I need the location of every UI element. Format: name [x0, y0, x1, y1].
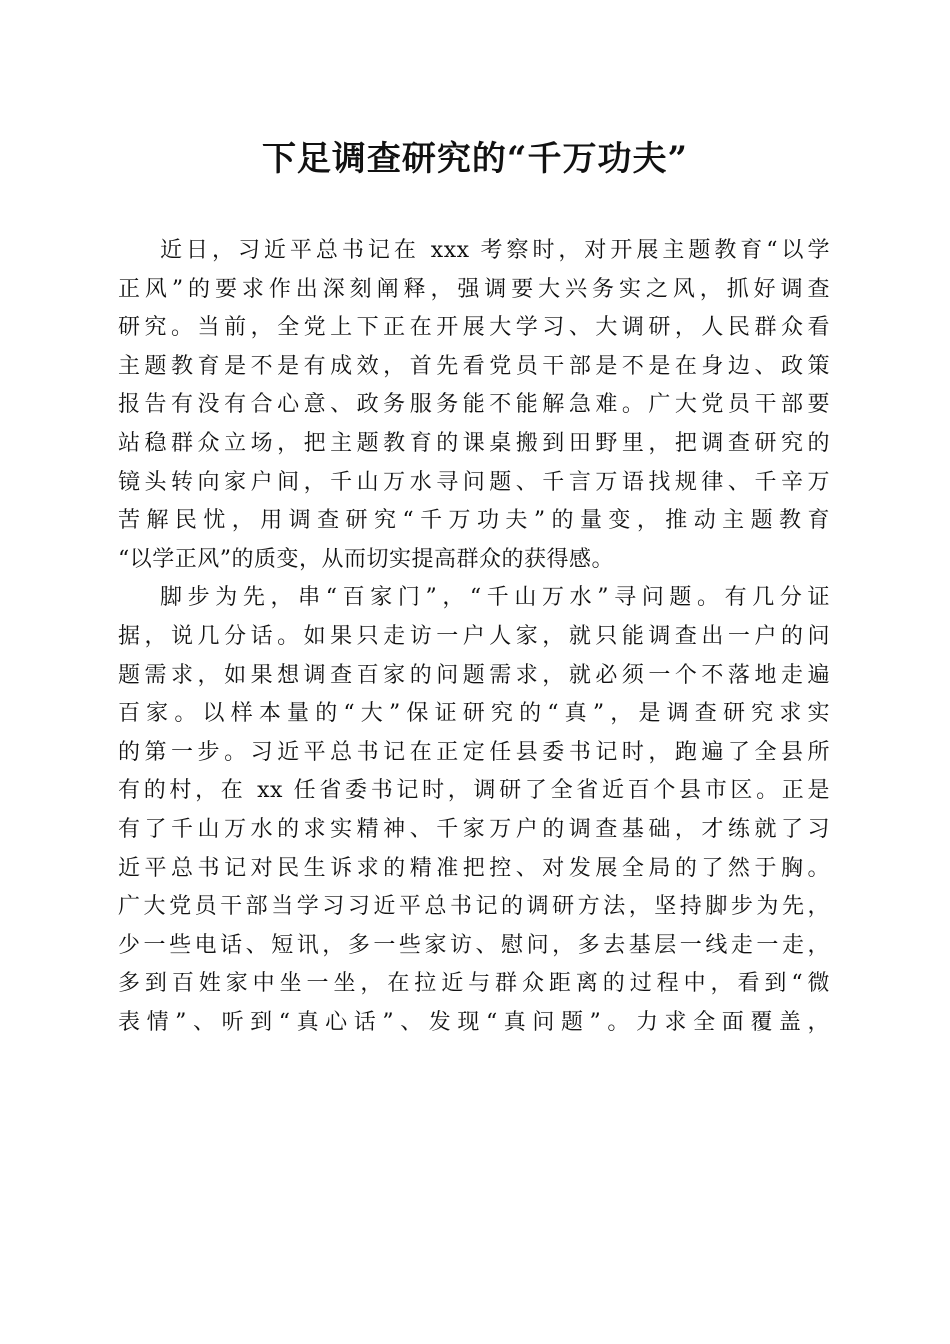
- paragraph-line: 多到百姓家中坐一坐，在拉近与群众距离的过程中，看到“微: [118, 971, 830, 997]
- paragraph-line: 苦解民忧，用调查研究“千万功夫”的量变，推动主题教育: [118, 508, 830, 534]
- paragraph-line: 据，说几分话。如果只走访一户人家，就只能调查出一户的问: [118, 623, 830, 649]
- paragraph-line: 近日，习近平总书记在 xxx 考察时，对开展主题教育“以学: [160, 238, 830, 263]
- paragraph-line: 少一些电话、短讯，多一些家访、慰问，多去基层一线走一走，: [118, 932, 830, 958]
- paragraph-1: [118, 232, 830, 579]
- paragraph-2: [118, 579, 830, 1042]
- paragraph-line: 报告有没有合心意、政务服务能不能解急难。广大党员干部要: [118, 392, 830, 418]
- paragraph-line: 站稳群众立场，把主题教育的课桌搬到田野里，把调查研究的: [118, 430, 830, 456]
- document-title: 下足调查研究的“千万功夫”: [261, 139, 689, 179]
- paragraph-line: 镜头转向家户间，千山万水寻问题、千言万语找规律、千辛万: [118, 469, 830, 495]
- paragraph-line: 有的村，在 xx 任省委书记时，调研了全省近百个县市区。正是: [118, 778, 830, 804]
- paragraph-line: 题需求，如果想调查百家的问题需求，就必须一个不落地走遍: [118, 662, 830, 688]
- paragraph-line: 的第一步。习近平总书记在正定任县委书记时，跑遍了全县所: [118, 739, 830, 765]
- paragraph-line: 百家。以样本量的“大”保证研究的“真”，是调查研究求实: [118, 701, 830, 727]
- paragraph-line: 有了千山万水的求实精神、千家万户的调查基础，才练就了习: [118, 816, 830, 842]
- paragraph-line: 主题教育是不是有成效，首先看党员干部是不是在身边、政策: [118, 353, 830, 379]
- paragraph-line: “以学正风”的质变，从而切实提高群众的获得感。: [118, 546, 614, 572]
- paragraph-line: 脚步为先，串“百家门”，“千山万水”寻问题。有几分证: [160, 585, 830, 611]
- paragraph-line: 研究。当前，全党上下正在开展大学习、大调研，人民群众看: [118, 315, 830, 341]
- document-body: [118, 232, 830, 1042]
- paragraph-line: 表情”、听到“真心话”、发现“真问题”。力求全面覆盖，: [118, 1009, 830, 1035]
- paragraph-line: 正风”的要求作出深刻阐释，强调要大兴务实之风，抓好调查: [118, 276, 830, 302]
- paragraph-line: 近平总书记对民生诉求的精准把控、对发展全局的了然于胸。: [118, 855, 830, 881]
- paragraph-line: 广大党员干部当学习习近平总书记的调研方法，坚持脚步为先，: [118, 894, 830, 920]
